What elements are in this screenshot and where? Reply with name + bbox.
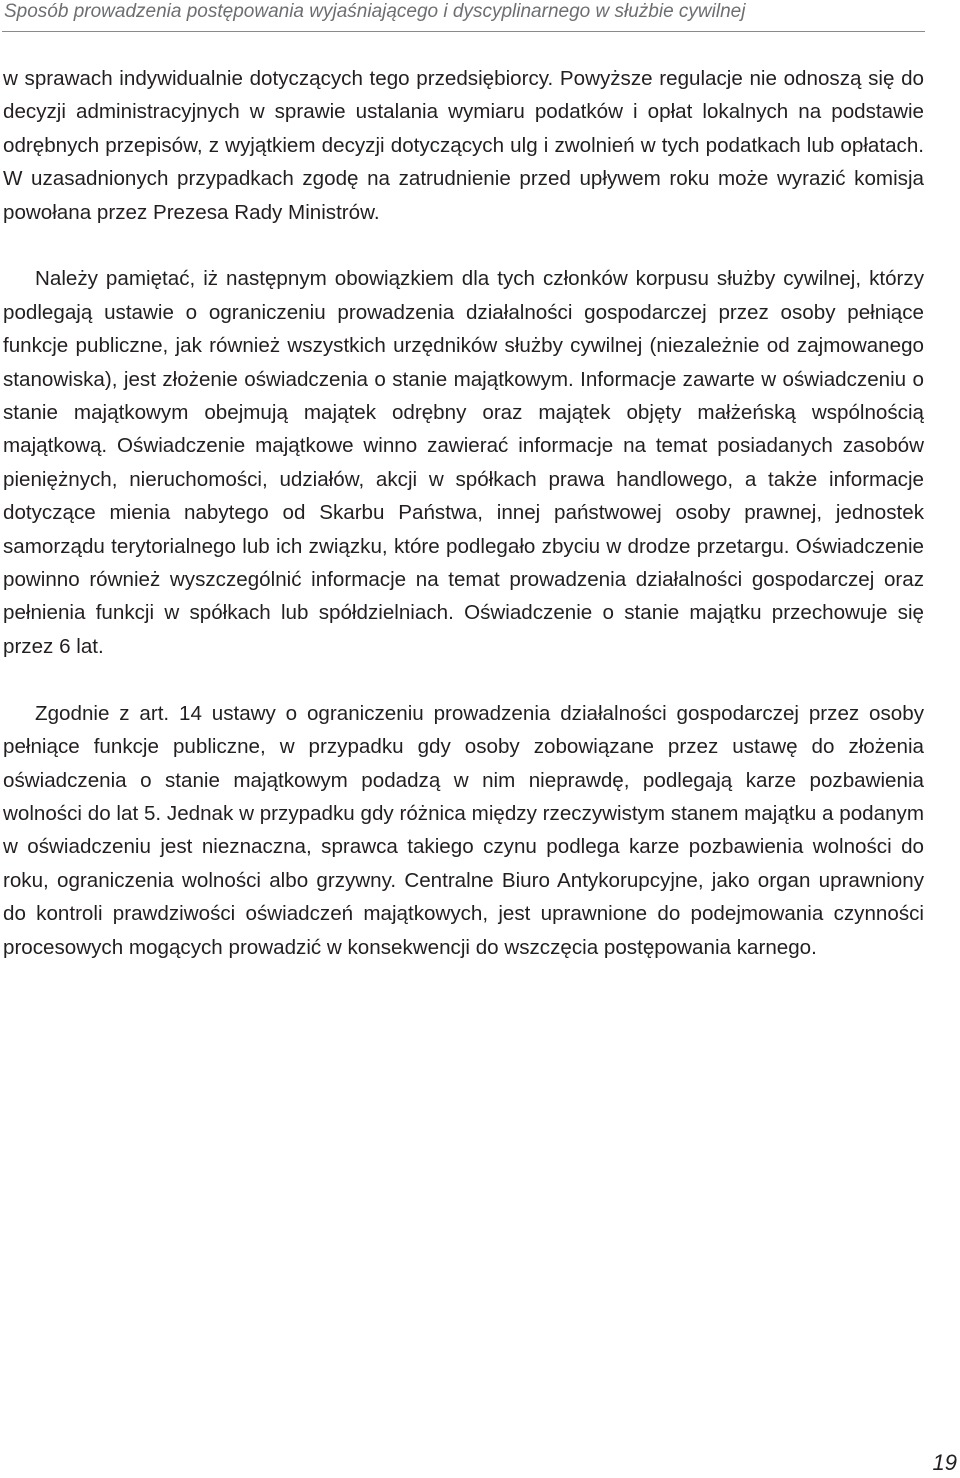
running-header: Sposób prowadzenia postępowania wyjaśniającego i dyscyplinarnego w służbie cywilnej <box>4 1 746 22</box>
paragraph-penalties: Zgodnie z art. 14 ustawy o ograniczeniu prowadzenia działalności gospodarczej przez osoby pełniące funkcje publiczne, w przypadku gdy osoby zobowiązane przez ustawę do złożenia oświadczenia o stanie majątkowym podadzą w nim nieprawdę, podlegają karze pozbawienia wolności do lat 5. Jednak w przypadku gdy różnica między rzeczywistym stanem majątku a podanym w oświadczeniu jest nieznaczna, sprawca takiego czynu podlega karze pozbawienia wolności do roku, ograniczenia wolności albo grzywny. Centralne Biuro Antykorupcyjne, jako organ uprawniony do kontroli prawdziwości oświadczeń majątkowych, jest uprawnione do podejmowania czynności procesowych mogących prowadzić w konsekwencji do wszczęcia postępowania karnego. <box>3 701 924 959</box>
page-number: 19 <box>932 1450 957 1475</box>
paragraph-continuation: w sprawach indywidualnie dotyczących tego przedsiębiorcy. Powyższe regulacje nie odnoszą się do decyzji administracyjnych w sprawie ustalania wymiaru podatków i opłat lokalnych na podstawie odrębnych przepisów, z wyjątkiem decyzji dotyczących ulg i zwolnień w tych podatkach lub opłatach. W uzasadnionych przypadkach zgodę na zatrudnienie przed upływem roku może wyrazić komisja powołana przez Prezesa Rady Ministrów. <box>3 67 924 224</box>
paragraph-spacer <box>3 663 924 696</box>
body-text <box>3 62 924 964</box>
paragraph-asset-declaration: Należy pamiętać, iż następnym obowiązkiem dla tych członków korpusu służby cywilnej, którzy podlegają ustawie o ograniczeniu prowadzenia działalności gospodarczej przez osoby pełniące funkcje publiczne, jak również wszystkich urzędników służby cywilnej (niezależnie od zajmowanego stanowiska), jest złożenie oświadczenia o stanie majątkowym. Informacje zawarte w oświadczeniu o stanie majątkowym obejmują majątek odrębny oraz majątek objęty małżeńską wspólnością majątkową. Oświadczenie majątkowe winno zawierać informacje na temat posiadanych zasobów pieniężnych, nieruchomości, udziałów, akcji w spółkach prawa handlowego, a także informacje dotyczące mienia nabytego od Skarbu Państwa, innej państwowej osoby prawnej, jednostek samorządu terytorialnego lub ich związku, które podlegało zbyciu w drodze przetargu. Oświadczenie powinno również wyszczególnić informacje na temat prowadzenia działalności gospodarczej oraz pełnienia funkcji w spółkach lub spółdzielniach. Oświadczenie o stanie majątku przechowuje się przez 6 lat. <box>3 267 924 658</box>
header-divider <box>2 31 925 32</box>
paragraph-spacer <box>3 229 924 262</box>
